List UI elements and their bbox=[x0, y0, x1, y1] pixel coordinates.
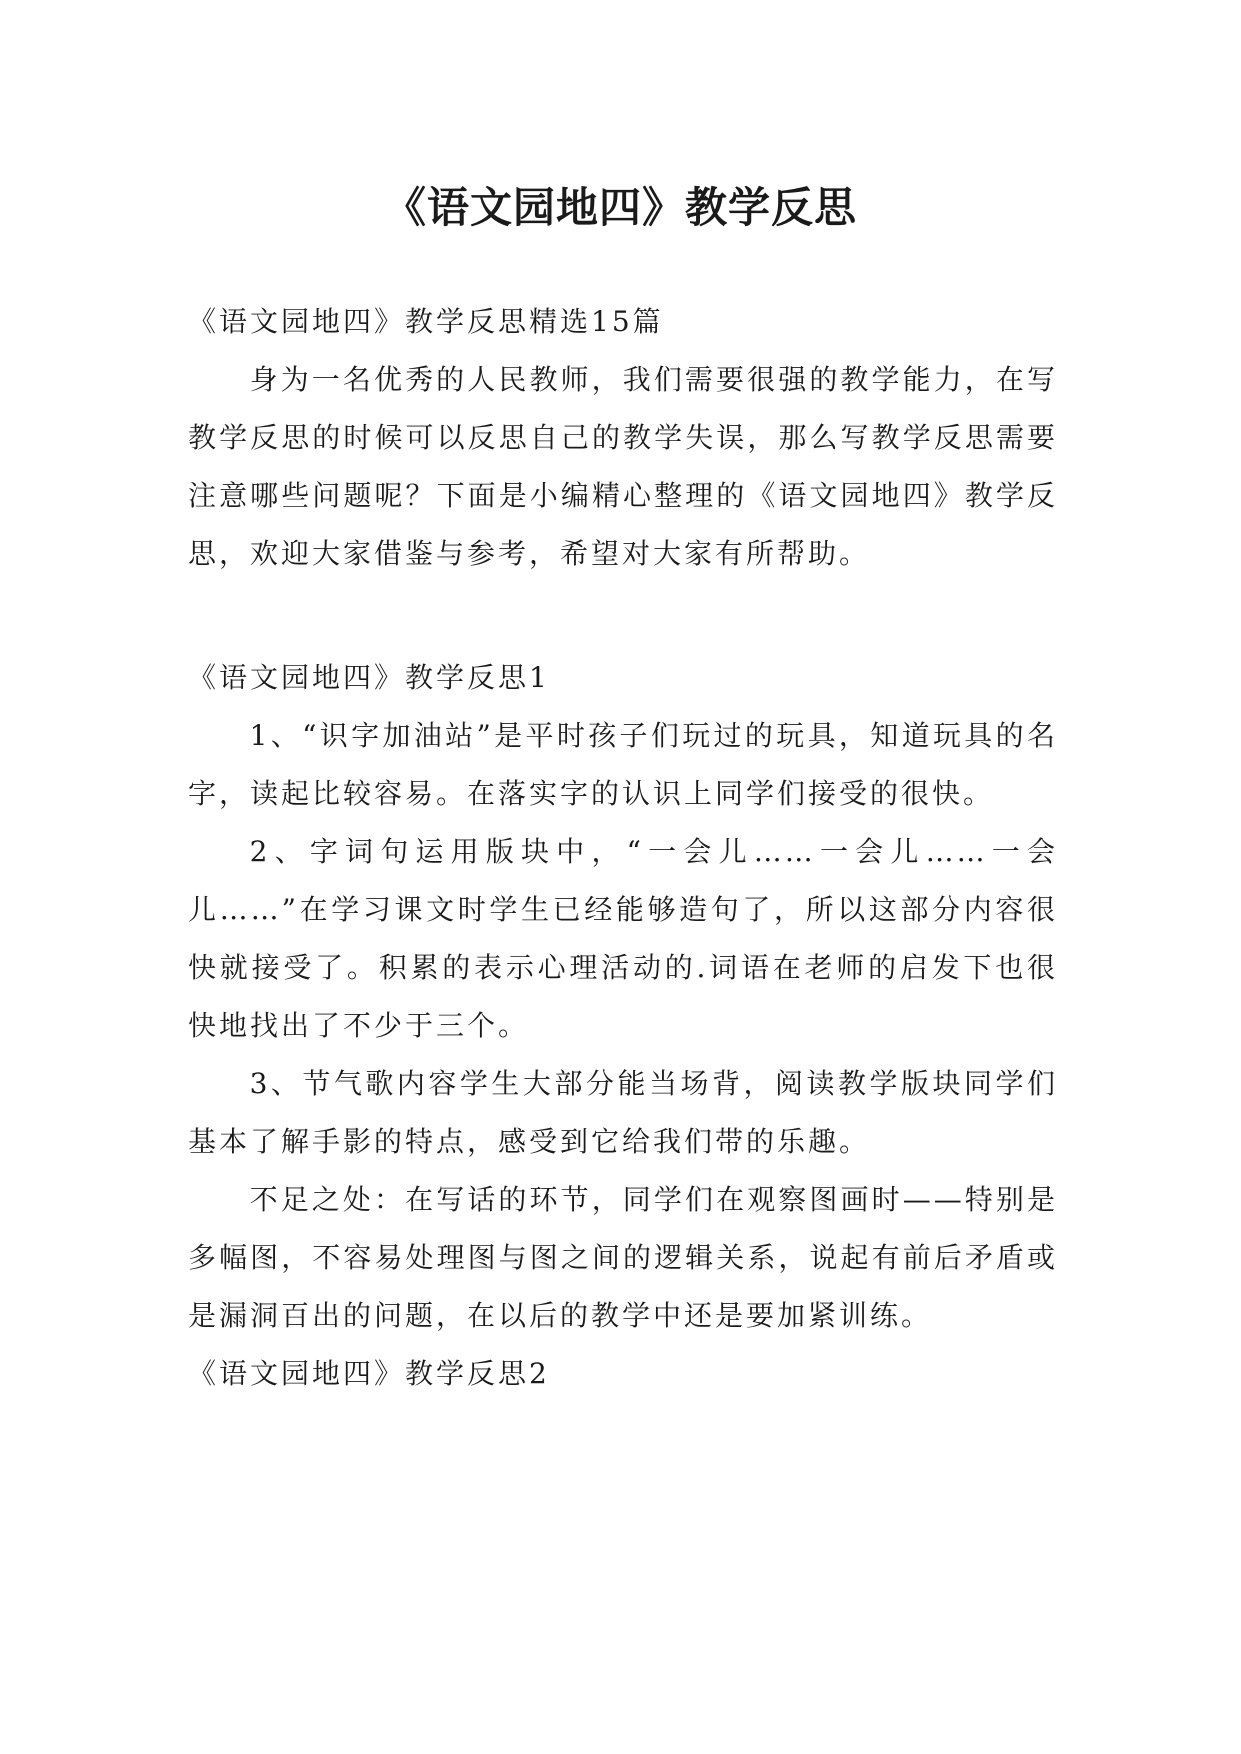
section-1-paragraph: 3、节气歌内容学生大部分能当场背，阅读教学版块同学们基本了解手影的特点，感受到它给我们带的乐趣。 bbox=[188, 1067, 1058, 1158]
document-body bbox=[188, 293, 1058, 1403]
intro-paragraph: 身为一名优秀的人民教师，我们需要很强的教学能力，在写教学反思的时候可以反思自己的教学失误，那么写教学反思需要注意哪些问题呢？下面是小编精心整理的《语文园地四》教学反思，欢迎大家借鉴与参考，希望对大家有所帮助。 bbox=[188, 363, 1058, 570]
section-1-paragraph: 不足之处：在写话的环节，同学们在观察图画时——特别是多幅图，不容易处理图与图之间的逻辑关系，说起有前后矛盾或是漏洞百出的问题，在以后的教学中还是要加紧训练。 bbox=[188, 1183, 1058, 1332]
section-1-paragraph: 1、“识字加油站”是平时孩子们玩过的玩具，知道玩具的名字，读起比较容易。在落实字的认识上同学们接受的很快。 bbox=[188, 719, 1058, 810]
collection-subtitle: 《语文园地四》教学反思精选15篇 bbox=[188, 305, 664, 338]
section-1-heading: 《语文园地四》教学反思1 bbox=[188, 661, 550, 694]
document-title: 《语文园地四》教学反思 bbox=[383, 183, 857, 233]
section-1-paragraph: 2、字词句运用版块中，“一会儿……一会儿……一会儿……”在学习课文时学生已经能够造句了，所以这部分内容很快就接受了。积累的表示心理活动的.词语在老师的启发下也很快地找出了不少于三个。 bbox=[188, 835, 1058, 1042]
section-2-heading: 《语文园地四》教学反思2 bbox=[188, 1357, 550, 1390]
